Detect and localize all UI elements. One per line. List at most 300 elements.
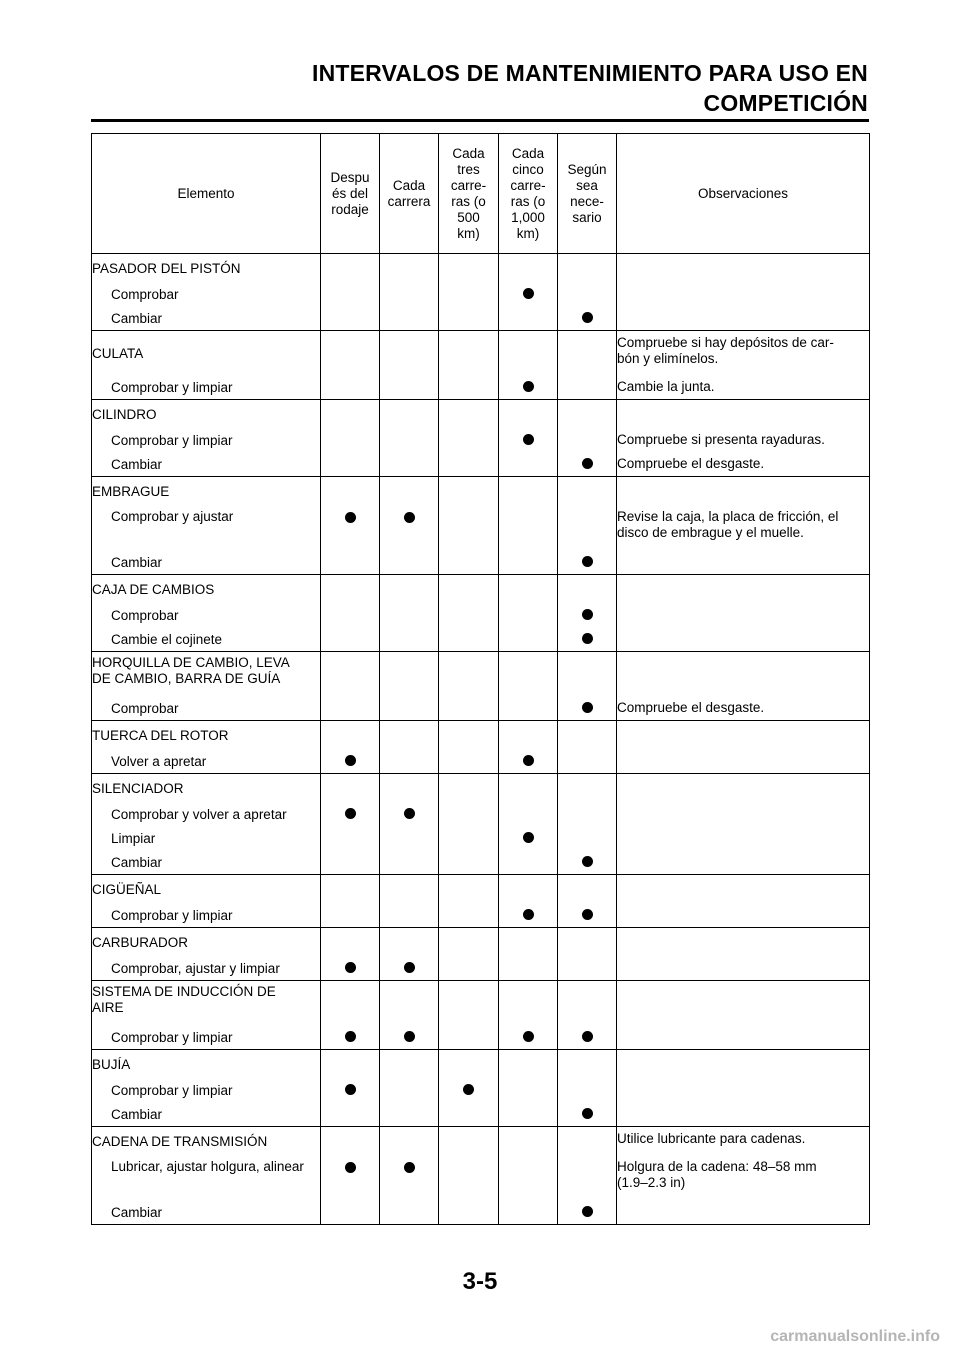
interval-cell bbox=[439, 1155, 499, 1200]
interval-cell bbox=[558, 1025, 617, 1050]
interval-mark-icon bbox=[582, 312, 593, 323]
interval-cell bbox=[380, 254, 439, 283]
interval-cell bbox=[499, 375, 558, 400]
section-title-row bbox=[92, 875, 870, 904]
interval-cell bbox=[558, 1102, 617, 1127]
observations-cell bbox=[617, 749, 870, 774]
interval-cell bbox=[439, 1102, 499, 1127]
task-label: Comprobar y limpiar bbox=[92, 1078, 321, 1102]
task-label: Cambiar bbox=[92, 550, 321, 575]
interval-cell bbox=[321, 1025, 380, 1050]
interval-cell bbox=[321, 956, 380, 981]
interval-cell bbox=[380, 802, 439, 826]
interval-cell bbox=[558, 1155, 617, 1200]
interval-cell bbox=[558, 696, 617, 721]
interval-mark-icon bbox=[523, 381, 534, 392]
interval-cell bbox=[321, 254, 380, 283]
interval-cell bbox=[439, 575, 499, 604]
interval-cell bbox=[380, 282, 439, 306]
interval-cell bbox=[321, 375, 380, 400]
interval-cell bbox=[439, 331, 499, 376]
interval-cell bbox=[321, 1155, 380, 1200]
task-label: Lubricar, ajustar holgura, alinear bbox=[92, 1155, 321, 1200]
interval-cell bbox=[321, 928, 380, 957]
section-title: BUJÍA bbox=[92, 1050, 321, 1079]
interval-mark-icon bbox=[582, 1031, 593, 1042]
section-title-row bbox=[92, 400, 870, 429]
interval-cell bbox=[499, 903, 558, 928]
section-title-row bbox=[92, 721, 870, 750]
interval-cell bbox=[558, 603, 617, 627]
column-header: Observaciones bbox=[617, 134, 870, 254]
interval-cell bbox=[499, 826, 558, 850]
interval-cell bbox=[321, 627, 380, 652]
interval-cell bbox=[558, 400, 617, 429]
interval-cell bbox=[439, 903, 499, 928]
section-title-row bbox=[92, 1127, 870, 1156]
interval-cell bbox=[380, 550, 439, 575]
observations-cell bbox=[617, 1050, 870, 1079]
interval-cell bbox=[321, 505, 380, 550]
interval-mark-icon bbox=[345, 1031, 356, 1042]
interval-cell bbox=[499, 956, 558, 981]
interval-cell bbox=[558, 721, 617, 750]
interval-mark-icon bbox=[463, 1084, 474, 1095]
task-label: Cambiar bbox=[92, 306, 321, 331]
section-title-row bbox=[92, 477, 870, 506]
interval-cell bbox=[321, 550, 380, 575]
interval-cell bbox=[380, 505, 439, 550]
observations-cell bbox=[617, 928, 870, 957]
interval-cell bbox=[558, 375, 617, 400]
interval-cell bbox=[558, 802, 617, 826]
observations-cell bbox=[617, 306, 870, 331]
interval-cell bbox=[380, 627, 439, 652]
interval-cell bbox=[321, 306, 380, 331]
section-title-row bbox=[92, 1050, 870, 1079]
interval-cell bbox=[321, 282, 380, 306]
interval-cell bbox=[321, 903, 380, 928]
interval-mark-icon bbox=[582, 856, 593, 867]
table-row bbox=[92, 428, 870, 452]
task-label: Comprobar y volver a apretar bbox=[92, 802, 321, 826]
interval-cell bbox=[380, 331, 439, 376]
observations-cell bbox=[617, 774, 870, 803]
interval-cell bbox=[439, 696, 499, 721]
page-title-line-2: COMPETICIÓN bbox=[703, 90, 868, 116]
section-title: CAJA DE CAMBIOS bbox=[92, 575, 321, 604]
column-header: Cada tres carre- ras (o 500 km) bbox=[439, 134, 499, 254]
observations-cell bbox=[617, 1200, 870, 1225]
interval-cell bbox=[499, 452, 558, 477]
table-row bbox=[92, 903, 870, 928]
interval-cell bbox=[380, 875, 439, 904]
interval-mark-icon bbox=[523, 832, 534, 843]
column-header: Según sea nece- sario bbox=[558, 134, 617, 254]
interval-cell bbox=[439, 550, 499, 575]
interval-mark-icon bbox=[582, 556, 593, 567]
interval-cell bbox=[499, 505, 558, 550]
observations-cell bbox=[617, 1078, 870, 1102]
interval-cell bbox=[439, 375, 499, 400]
observations-cell bbox=[617, 627, 870, 652]
interval-cell bbox=[380, 603, 439, 627]
interval-cell bbox=[380, 1102, 439, 1127]
interval-cell bbox=[558, 331, 617, 376]
task-label: Cambie el cojinete bbox=[92, 627, 321, 652]
observations-cell bbox=[617, 1025, 870, 1050]
interval-cell bbox=[321, 603, 380, 627]
interval-cell bbox=[499, 1102, 558, 1127]
section-title: CADENA DE TRANSMISIÓN bbox=[92, 1127, 321, 1156]
observations-cell: Compruebe si hay depósitos de car- bón y elimínelos. bbox=[617, 331, 870, 376]
observations-cell bbox=[617, 826, 870, 850]
interval-mark-icon bbox=[582, 458, 593, 469]
table-row bbox=[92, 306, 870, 331]
table-row bbox=[92, 749, 870, 774]
interval-mark-icon bbox=[345, 755, 356, 766]
interval-cell bbox=[439, 505, 499, 550]
interval-cell bbox=[499, 721, 558, 750]
task-label: Comprobar, ajustar y limpiar bbox=[92, 956, 321, 981]
interval-cell bbox=[499, 1155, 558, 1200]
interval-cell bbox=[558, 477, 617, 506]
interval-cell bbox=[558, 282, 617, 306]
interval-cell bbox=[380, 826, 439, 850]
observations-cell bbox=[617, 400, 870, 429]
interval-cell bbox=[558, 452, 617, 477]
interval-cell bbox=[380, 375, 439, 400]
interval-cell bbox=[321, 774, 380, 803]
maintenance-table bbox=[91, 133, 870, 1225]
interval-cell bbox=[439, 627, 499, 652]
interval-cell bbox=[558, 428, 617, 452]
interval-cell bbox=[380, 575, 439, 604]
interval-cell bbox=[380, 721, 439, 750]
interval-cell bbox=[439, 1200, 499, 1225]
observations-cell: Holgura de la cadena: 48–58 mm (1.9–2.3 in) bbox=[617, 1155, 870, 1200]
interval-cell bbox=[380, 749, 439, 774]
interval-cell bbox=[439, 400, 499, 429]
section-title: CILINDRO bbox=[92, 400, 321, 429]
watermark: carmanualsonline.info bbox=[770, 1328, 940, 1345]
interval-mark-icon bbox=[582, 633, 593, 644]
interval-cell bbox=[499, 1200, 558, 1225]
observations-cell: Cambie la junta. bbox=[617, 375, 870, 400]
observations-cell bbox=[617, 721, 870, 750]
interval-mark-icon bbox=[404, 1031, 415, 1042]
interval-cell bbox=[558, 575, 617, 604]
interval-cell bbox=[499, 802, 558, 826]
interval-mark-icon bbox=[523, 1031, 534, 1042]
interval-cell bbox=[558, 550, 617, 575]
interval-cell bbox=[380, 477, 439, 506]
interval-cell bbox=[558, 981, 617, 1026]
interval-cell bbox=[439, 1078, 499, 1102]
observations-cell bbox=[617, 802, 870, 826]
interval-cell bbox=[558, 826, 617, 850]
title-divider bbox=[91, 119, 869, 122]
interval-cell bbox=[321, 981, 380, 1026]
interval-cell bbox=[380, 956, 439, 981]
table-row bbox=[92, 956, 870, 981]
interval-cell bbox=[499, 428, 558, 452]
interval-cell bbox=[439, 603, 499, 627]
interval-cell bbox=[439, 477, 499, 506]
interval-cell bbox=[439, 1050, 499, 1079]
section-title: TUERCA DEL ROTOR bbox=[92, 721, 321, 750]
interval-cell bbox=[380, 1127, 439, 1156]
task-label: Comprobar y limpiar bbox=[92, 903, 321, 928]
observations-cell bbox=[617, 1102, 870, 1127]
task-label: Cambiar bbox=[92, 1200, 321, 1225]
column-header: Elemento bbox=[92, 134, 321, 254]
interval-cell bbox=[439, 981, 499, 1026]
interval-cell bbox=[321, 850, 380, 875]
interval-cell bbox=[380, 981, 439, 1026]
interval-cell bbox=[380, 1078, 439, 1102]
task-label: Cambiar bbox=[92, 1102, 321, 1127]
interval-cell bbox=[499, 1025, 558, 1050]
column-header: Despu és del rodaje bbox=[321, 134, 380, 254]
interval-cell bbox=[499, 652, 558, 697]
interval-cell bbox=[380, 400, 439, 429]
interval-cell bbox=[558, 956, 617, 981]
table-row bbox=[92, 850, 870, 875]
task-label: Comprobar y limpiar bbox=[92, 375, 321, 400]
task-label: Comprobar y limpiar bbox=[92, 428, 321, 452]
observations-cell bbox=[617, 254, 870, 283]
observations-cell bbox=[617, 603, 870, 627]
interval-cell bbox=[499, 1050, 558, 1079]
observations-cell bbox=[617, 850, 870, 875]
observations-cell bbox=[617, 575, 870, 604]
interval-mark-icon bbox=[345, 512, 356, 523]
interval-mark-icon bbox=[523, 434, 534, 445]
interval-cell bbox=[321, 749, 380, 774]
interval-cell bbox=[558, 1127, 617, 1156]
interval-mark-icon bbox=[582, 1108, 593, 1119]
interval-cell bbox=[558, 1078, 617, 1102]
interval-mark-icon bbox=[404, 808, 415, 819]
interval-cell bbox=[499, 981, 558, 1026]
page-number: 3-5 bbox=[462, 1268, 498, 1295]
interval-cell bbox=[380, 652, 439, 697]
task-label: Limpiar bbox=[92, 826, 321, 850]
interval-mark-icon bbox=[404, 962, 415, 973]
interval-cell bbox=[321, 652, 380, 697]
task-label: Comprobar bbox=[92, 603, 321, 627]
observations-cell bbox=[617, 652, 870, 697]
interval-cell bbox=[439, 956, 499, 981]
section-title: CIGÜEÑAL bbox=[92, 875, 321, 904]
table-row bbox=[92, 1155, 870, 1200]
interval-mark-icon bbox=[582, 1206, 593, 1217]
observations-cell: Compruebe el desgaste. bbox=[617, 696, 870, 721]
interval-cell bbox=[380, 928, 439, 957]
table-row bbox=[92, 1078, 870, 1102]
interval-cell bbox=[439, 774, 499, 803]
task-label: Comprobar bbox=[92, 696, 321, 721]
task-label: Cambiar bbox=[92, 850, 321, 875]
interval-cell bbox=[558, 774, 617, 803]
section-title-row bbox=[92, 981, 870, 1026]
interval-cell bbox=[321, 875, 380, 904]
interval-cell bbox=[321, 1127, 380, 1156]
table-row bbox=[92, 696, 870, 721]
observations-cell bbox=[617, 875, 870, 904]
interval-cell bbox=[558, 1050, 617, 1079]
section-title: PASADOR DEL PISTÓN bbox=[92, 254, 321, 283]
interval-cell bbox=[499, 749, 558, 774]
table-row bbox=[92, 452, 870, 477]
interval-cell bbox=[380, 1155, 439, 1200]
section-title: EMBRAGUE bbox=[92, 477, 321, 506]
interval-cell bbox=[321, 802, 380, 826]
interval-cell bbox=[380, 306, 439, 331]
interval-cell bbox=[321, 826, 380, 850]
table-body bbox=[92, 254, 870, 1225]
interval-cell bbox=[499, 774, 558, 803]
interval-mark-icon bbox=[523, 909, 534, 920]
interval-mark-icon bbox=[523, 755, 534, 766]
task-label: Cambiar bbox=[92, 452, 321, 477]
interval-cell bbox=[439, 928, 499, 957]
table-row bbox=[92, 1200, 870, 1225]
interval-cell bbox=[439, 306, 499, 331]
table-row bbox=[92, 505, 870, 550]
interval-mark-icon bbox=[523, 288, 534, 299]
interval-cell bbox=[558, 850, 617, 875]
interval-cell bbox=[558, 254, 617, 283]
section-title: SILENCIADOR bbox=[92, 774, 321, 803]
interval-mark-icon bbox=[345, 808, 356, 819]
section-title-row bbox=[92, 575, 870, 604]
interval-cell bbox=[499, 1078, 558, 1102]
interval-cell bbox=[321, 1050, 380, 1079]
interval-cell bbox=[439, 749, 499, 774]
interval-cell bbox=[439, 428, 499, 452]
table-row bbox=[92, 282, 870, 306]
interval-cell bbox=[558, 749, 617, 774]
interval-mark-icon bbox=[404, 512, 415, 523]
interval-cell bbox=[439, 452, 499, 477]
interval-cell bbox=[439, 721, 499, 750]
section-title-row bbox=[92, 254, 870, 283]
interval-cell bbox=[439, 826, 499, 850]
column-header: Cada carrera bbox=[380, 134, 439, 254]
interval-cell bbox=[439, 850, 499, 875]
interval-cell bbox=[439, 1025, 499, 1050]
interval-cell bbox=[321, 331, 380, 376]
table-row bbox=[92, 550, 870, 575]
interval-cell bbox=[380, 850, 439, 875]
interval-cell bbox=[439, 282, 499, 306]
interval-cell bbox=[321, 400, 380, 429]
section-title: HORQUILLA DE CAMBIO, LEVA DE CAMBIO, BARRA DE GUÍA bbox=[92, 652, 321, 697]
interval-cell bbox=[380, 774, 439, 803]
observations-cell bbox=[617, 903, 870, 928]
interval-mark-icon bbox=[582, 909, 593, 920]
interval-mark-icon bbox=[582, 609, 593, 620]
page-title-line-1: INTERVALOS DE MANTENIMIENTO PARA USO EN bbox=[311, 60, 868, 86]
interval-cell bbox=[499, 575, 558, 604]
observations-cell: Revise la caja, la placa de fricción, el disco de embrague y el muelle. bbox=[617, 505, 870, 550]
interval-cell bbox=[499, 850, 558, 875]
observations-cell bbox=[617, 550, 870, 575]
observations-cell bbox=[617, 956, 870, 981]
interval-cell bbox=[321, 428, 380, 452]
interval-mark-icon bbox=[404, 1162, 415, 1173]
interval-cell bbox=[321, 1200, 380, 1225]
interval-cell bbox=[321, 452, 380, 477]
task-label: Comprobar bbox=[92, 282, 321, 306]
interval-cell bbox=[380, 428, 439, 452]
interval-cell bbox=[439, 1127, 499, 1156]
interval-cell bbox=[380, 1200, 439, 1225]
interval-cell bbox=[499, 306, 558, 331]
interval-cell bbox=[558, 652, 617, 697]
interval-cell bbox=[380, 696, 439, 721]
interval-mark-icon bbox=[345, 1084, 356, 1095]
interval-cell bbox=[558, 875, 617, 904]
interval-cell bbox=[558, 627, 617, 652]
interval-cell bbox=[499, 928, 558, 957]
section-title-row bbox=[92, 331, 870, 376]
interval-mark-icon bbox=[345, 962, 356, 973]
interval-cell bbox=[558, 928, 617, 957]
interval-cell bbox=[558, 306, 617, 331]
section-title-row bbox=[92, 652, 870, 697]
interval-cell bbox=[439, 802, 499, 826]
section-title: CARBURADOR bbox=[92, 928, 321, 957]
interval-cell bbox=[321, 1078, 380, 1102]
table-row bbox=[92, 1102, 870, 1127]
interval-cell bbox=[321, 477, 380, 506]
task-label: Comprobar y ajustar bbox=[92, 505, 321, 550]
table-row bbox=[92, 375, 870, 400]
section-title: SISTEMA DE INDUCCIÓN DE AIRE bbox=[92, 981, 321, 1026]
task-label: Volver a apretar bbox=[92, 749, 321, 774]
interval-cell bbox=[321, 575, 380, 604]
column-header: Cada cinco carre- ras (o 1,000 km) bbox=[499, 134, 558, 254]
interval-cell bbox=[558, 1200, 617, 1225]
table-header-row bbox=[92, 134, 870, 254]
interval-cell bbox=[499, 1127, 558, 1156]
interval-cell bbox=[558, 903, 617, 928]
task-label: Comprobar y limpiar bbox=[92, 1025, 321, 1050]
interval-cell bbox=[439, 254, 499, 283]
interval-cell bbox=[499, 875, 558, 904]
section-title: CULATA bbox=[92, 331, 321, 376]
section-title-row bbox=[92, 928, 870, 957]
interval-cell bbox=[499, 282, 558, 306]
interval-cell bbox=[380, 1025, 439, 1050]
observations-cell bbox=[617, 477, 870, 506]
observations-cell bbox=[617, 981, 870, 1026]
interval-cell bbox=[321, 721, 380, 750]
observations-cell: Compruebe el desgaste. bbox=[617, 452, 870, 477]
table-row bbox=[92, 802, 870, 826]
interval-cell bbox=[380, 452, 439, 477]
table-row bbox=[92, 1025, 870, 1050]
interval-cell bbox=[499, 550, 558, 575]
observations-cell: Compruebe si presenta rayaduras. bbox=[617, 428, 870, 452]
interval-cell bbox=[321, 1102, 380, 1127]
interval-cell bbox=[439, 875, 499, 904]
interval-cell bbox=[499, 331, 558, 376]
observations-cell: Utilice lubricante para cadenas. bbox=[617, 1127, 870, 1156]
